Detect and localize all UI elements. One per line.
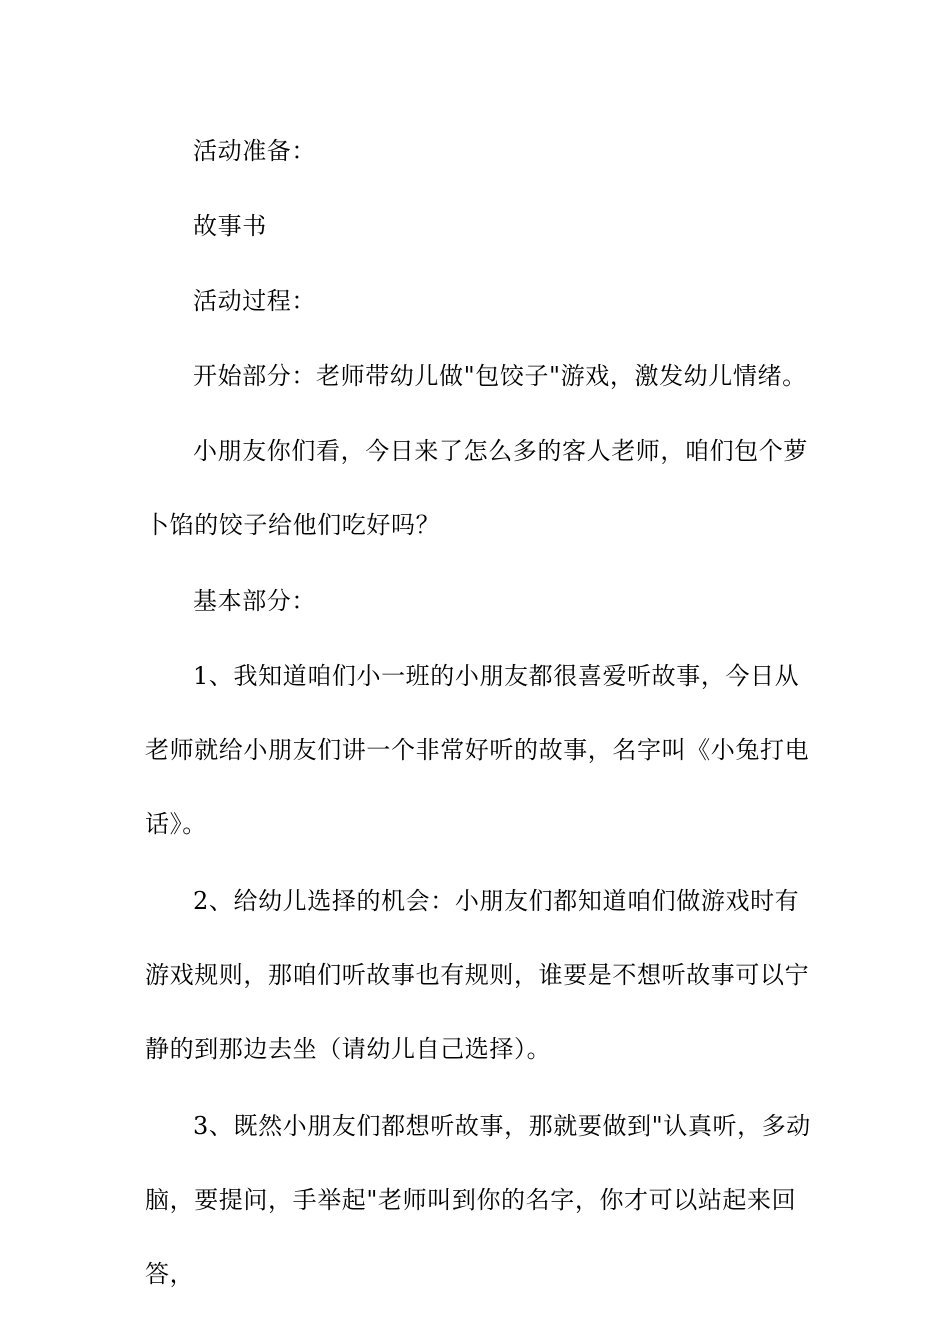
- paragraph-opening-part: 开始部分：老师带幼儿做"包饺子"游戏，激发幼儿情绪。: [193, 362, 807, 390]
- paragraph-guest-teachers: 小朋友你们看，今日来了怎么多的客人老师，咱们包个萝卜馅的饺子给他们吃好吗？: [145, 437, 808, 539]
- paragraph-basic-part: 基本部分：: [193, 587, 316, 615]
- paragraph-activity-process: 活动过程：: [193, 287, 316, 315]
- paragraph-activity-preparation: 活动准备：: [193, 137, 316, 165]
- paragraph-step-1: 1、我知道咱们小一班的小朋友都很喜爱听故事，今日从老师就给小朋友们讲一个非常好听的故事，名字叫《小兔打电话》。: [145, 662, 810, 838]
- paragraph-step-3: 3、既然小朋友们都想听故事，那就要做到"认真听，多动脑，要提问，手举起"老师叫到你的名字，你才可以站起来回答，: [145, 1112, 811, 1288]
- paragraph-storybook: 故事书: [193, 212, 267, 240]
- paragraph-step-2: 2、给幼儿选择的机会：小朋友们都知道咱们做游戏时有游戏规则，那咱们听故事也有规则，谁要是不想听故事可以宁静的到那边去坐（请幼儿自己选择）。: [145, 887, 810, 1063]
